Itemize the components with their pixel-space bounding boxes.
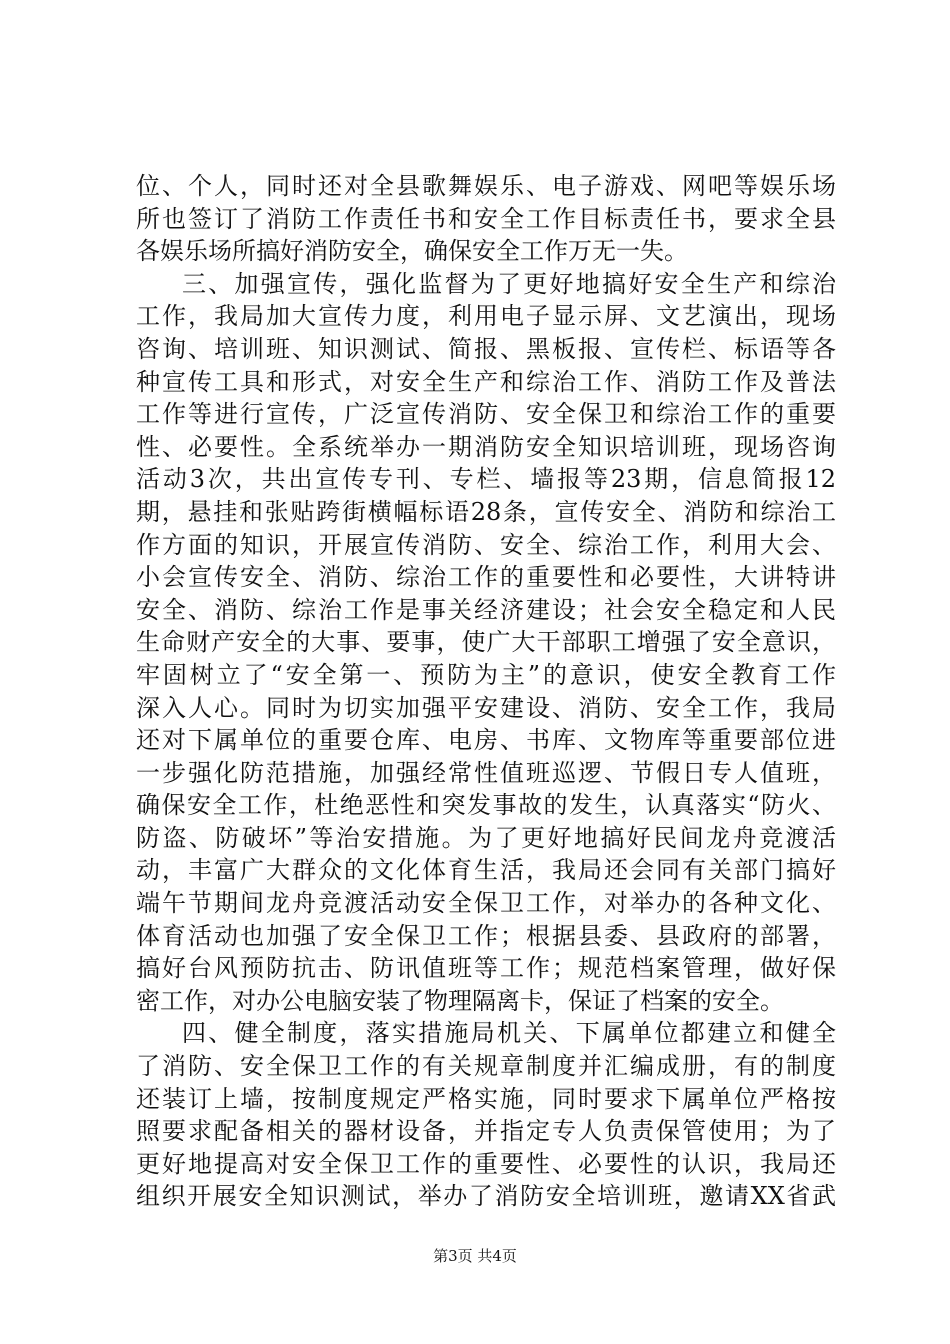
text-line-12: 作方面的知识，开展宣传消防、安全、综治工作，利用大会、 (136, 530, 836, 559)
text-line-1: 位、个人，同时还对全县歌舞娱乐、电子游戏、网吧等娱乐场 (136, 172, 836, 200)
body-text (136, 170, 836, 1213)
text-line-32: 组织开展安全知识测试，举办了消防安全培训班，邀请XX省武 (136, 1182, 836, 1211)
text-line-18: 还对下属单位的重要仓库、电房、书库、文物库等重要部位进 (136, 726, 836, 755)
page-number-footer: 第3页 共4页 (433, 1247, 517, 1265)
text-line-2: 所也签订了消防工作责任书和安全工作目标责任书，要求全县 (136, 204, 836, 233)
text-line-20: 确保安全工作，杜绝恶性和突发事故的发生，认真落实“防火、 (136, 791, 836, 820)
text-line-22: 动，丰富广大群众的文化体育生活，我局还会同有关部门搞好 (136, 856, 836, 885)
text-line-21: 防盗、防破坏”等治安措施。为了更好地搞好民间龙舟竞渡活 (136, 823, 836, 852)
text-line-23: 端午节期间龙舟竞渡活动安全保卫工作，对举办的各种文化、 (136, 889, 836, 918)
text-line-16: 牢固树立了“安全第一、预防为主”的意识，使安全教育工作 (136, 660, 836, 689)
text-line-3: 各娱乐场所搞好消防安全，确保安全工作万无一失。 (136, 237, 688, 266)
text-line-8: 工作等进行宣传，广泛宣传消防、安全保卫和综治工作的重要 (136, 400, 836, 429)
text-line-19: 一步强化防范措施，加强经常性值班巡逻、节假日专人值班， (136, 758, 836, 787)
text-line-26: 密工作，对办公电脑安装了物理隔离卡，保证了档案的安全。 (136, 986, 784, 1015)
section-four-heading-line: 四、健全制度，落实措施局机关、下属单位都建立和健全 (182, 1019, 836, 1048)
text-line-30: 照要求配备相关的器材设备，并指定专人负责保管使用；为了 (136, 1117, 836, 1146)
section-three-heading-line: 三、加强宣传，强化监督为了更好地搞好安全生产和综治 (182, 269, 836, 298)
text-line-7: 种宣传工具和形式，对安全生产和综治工作、消防工作及普法 (136, 367, 836, 396)
text-line-5: 工作，我局加大宣传力度，利用电子显示屏、文艺演出，现场 (136, 302, 836, 331)
text-line-17: 深入人心。同时为切实加强平安建设、消防、安全工作，我局 (136, 693, 836, 722)
text-line-9: 性、必要性。全系统举办一期消防安全知识培训班，现场咨询 (136, 432, 836, 461)
text-line-24: 体育活动也加强了安全保卫工作；根据县委、县政府的部署， (136, 921, 836, 950)
text-line-31: 更好地提高对安全保卫工作的重要性、必要性的认识，我局还 (136, 1149, 836, 1178)
text-line-10: 活动3次，共出宣传专刊、专栏、墙报等23期，信息简报12 (136, 465, 836, 494)
text-line-13: 小会宣传安全、消防、综治工作的重要性和必要性，大讲特讲 (136, 563, 836, 592)
text-line-25: 搞好台风预防抗击、防讯值班等工作；规范档案管理，做好保 (136, 954, 836, 983)
text-line-14: 安全、消防、综治工作是事关经济建设；社会安全稳定和人民 (136, 595, 836, 624)
text-line-11: 期，悬挂和张贴跨街横幅标语28条，宣传安全、消防和综治工 (136, 497, 836, 526)
text-line-29: 还装订上墙，按制度规定严格实施，同时要求下属单位严格按 (136, 1084, 836, 1113)
text-line-28: 了消防、安全保卫工作的有关规章制度并汇编成册，有的制度 (136, 1052, 836, 1081)
text-line-6: 咨询、培训班、知识测试、简报、黑板报、宣传栏、标语等各 (136, 334, 836, 363)
text-line-15: 生命财产安全的大事、要事，使广大干部职工增强了安全意识， (136, 628, 836, 657)
